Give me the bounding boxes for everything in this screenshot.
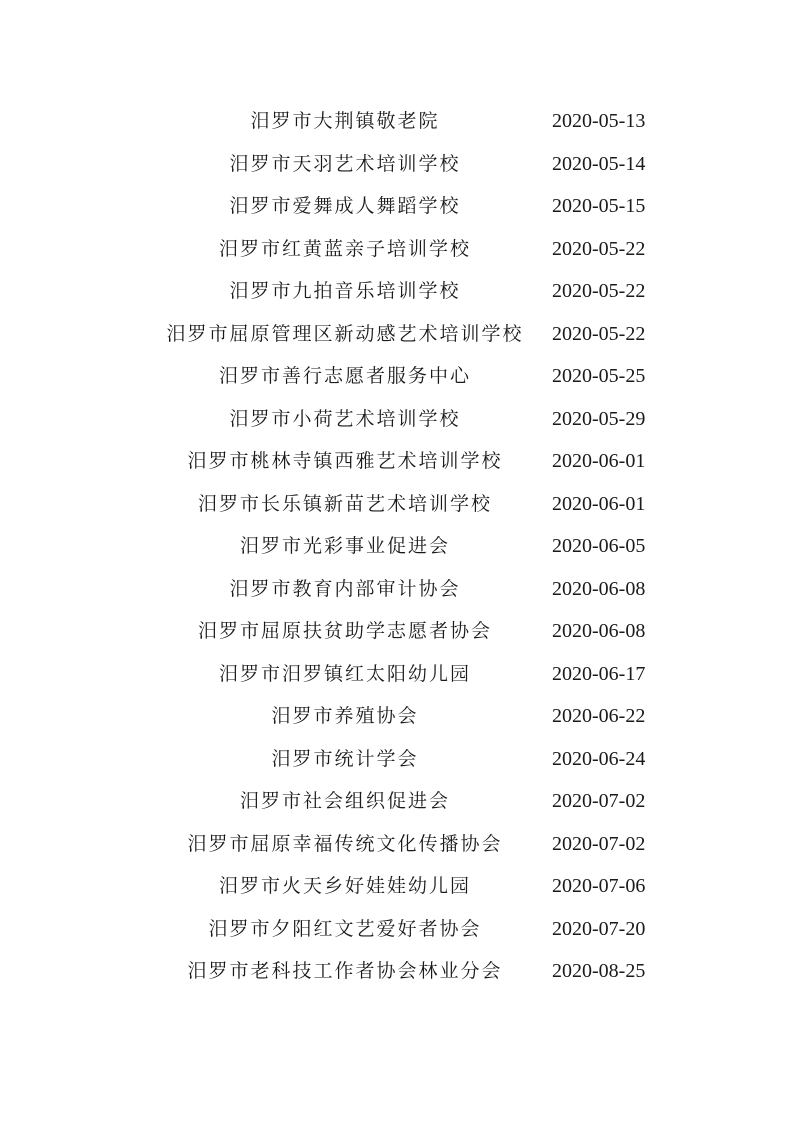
organization-name: 汨罗市屈原幸福传统文化传播协会: [187, 832, 503, 855]
registration-date: 2020-05-22: [552, 237, 646, 260]
list-item: [0, 738, 793, 781]
registration-date: 2020-06-17: [552, 662, 646, 685]
registration-date: 2020-06-22: [552, 705, 646, 727]
organization-name: 汨罗市光彩事业促进会: [239, 535, 450, 557]
registration-date: 2020-05-22: [552, 280, 646, 302]
registration-date: 2020-06-01: [552, 450, 646, 472]
list-item: [0, 228, 793, 271]
organization-name: 汨罗市爱舞成人舞蹈学校: [229, 195, 461, 217]
organization-name: 汨罗市火天乡好娃娃幼儿园: [218, 875, 471, 897]
organization-name: 汨罗市九拍音乐培训学校: [229, 280, 461, 302]
list-item: [0, 525, 793, 568]
registration-date: 2020-07-02: [552, 832, 646, 855]
list-item: [0, 568, 793, 611]
list-item: [0, 270, 793, 313]
list-item: [0, 823, 793, 866]
organization-name: 汨罗市老科技工作者协会林业分会: [187, 960, 503, 982]
organization-name: 汨罗市夕阳红文艺爱好者协会: [208, 917, 482, 940]
list-item: [0, 355, 793, 398]
organization-name: 汨罗市桃林寺镇西雅艺术培训学校: [187, 450, 503, 472]
registration-date: 2020-05-25: [552, 365, 646, 387]
organization-name: 汨罗市小荷艺术培训学校: [229, 407, 461, 430]
list-item: [0, 950, 793, 993]
list-item: [0, 865, 793, 908]
organization-name: 汨罗市统计学会: [271, 747, 419, 770]
organization-list: [0, 100, 793, 993]
list-item: [0, 313, 793, 356]
organization-name: 汨罗市天羽艺术培训学校: [229, 152, 461, 175]
list-item: [0, 908, 793, 951]
organization-name: 汨罗市善行志愿者服务中心: [218, 365, 471, 387]
registration-date: 2020-06-05: [552, 535, 646, 557]
registration-date: 2020-06-24: [552, 747, 646, 770]
organization-name: 汨罗市教育内部审计协会: [229, 577, 461, 600]
registration-date: 2020-06-08: [552, 577, 646, 600]
organization-name: 汨罗市长乐镇新苗艺术培训学校: [197, 492, 492, 515]
registration-date: 2020-06-08: [552, 620, 646, 642]
list-item: [0, 695, 793, 738]
organization-name: 汨罗市红黄蓝亲子培训学校: [218, 237, 471, 260]
organization-name: 汨罗市养殖协会: [271, 705, 419, 727]
list-item: [0, 483, 793, 526]
list-item: [0, 100, 793, 143]
list-item: [0, 143, 793, 186]
organization-name: 汨罗市屈原扶贫助学志愿者协会: [197, 620, 492, 642]
list-item: [0, 780, 793, 823]
list-item: [0, 610, 793, 653]
organization-name: 汨罗市大荆镇敬老院: [250, 110, 440, 132]
organization-name: 汨罗市社会组织促进会: [239, 790, 450, 812]
organization-name: 汨罗市屈原管理区新动感艺术培训学校: [166, 322, 524, 345]
registration-date: 2020-05-29: [552, 407, 646, 430]
registration-date: 2020-07-02: [552, 790, 646, 812]
registration-date: 2020-05-15: [552, 195, 646, 217]
registration-date: 2020-05-14: [552, 152, 646, 175]
list-item: [0, 398, 793, 441]
organization-name: 汨罗市汨罗镇红太阳幼儿园: [218, 662, 471, 685]
list-item: [0, 440, 793, 483]
list-item: [0, 185, 793, 228]
registration-date: 2020-08-25: [552, 960, 646, 982]
registration-date: 2020-06-01: [552, 492, 646, 515]
registration-date: 2020-05-22: [552, 322, 646, 345]
list-item: [0, 653, 793, 696]
registration-date: 2020-05-13: [552, 110, 646, 132]
registration-date: 2020-07-20: [552, 917, 646, 940]
registration-date: 2020-07-06: [552, 875, 646, 897]
